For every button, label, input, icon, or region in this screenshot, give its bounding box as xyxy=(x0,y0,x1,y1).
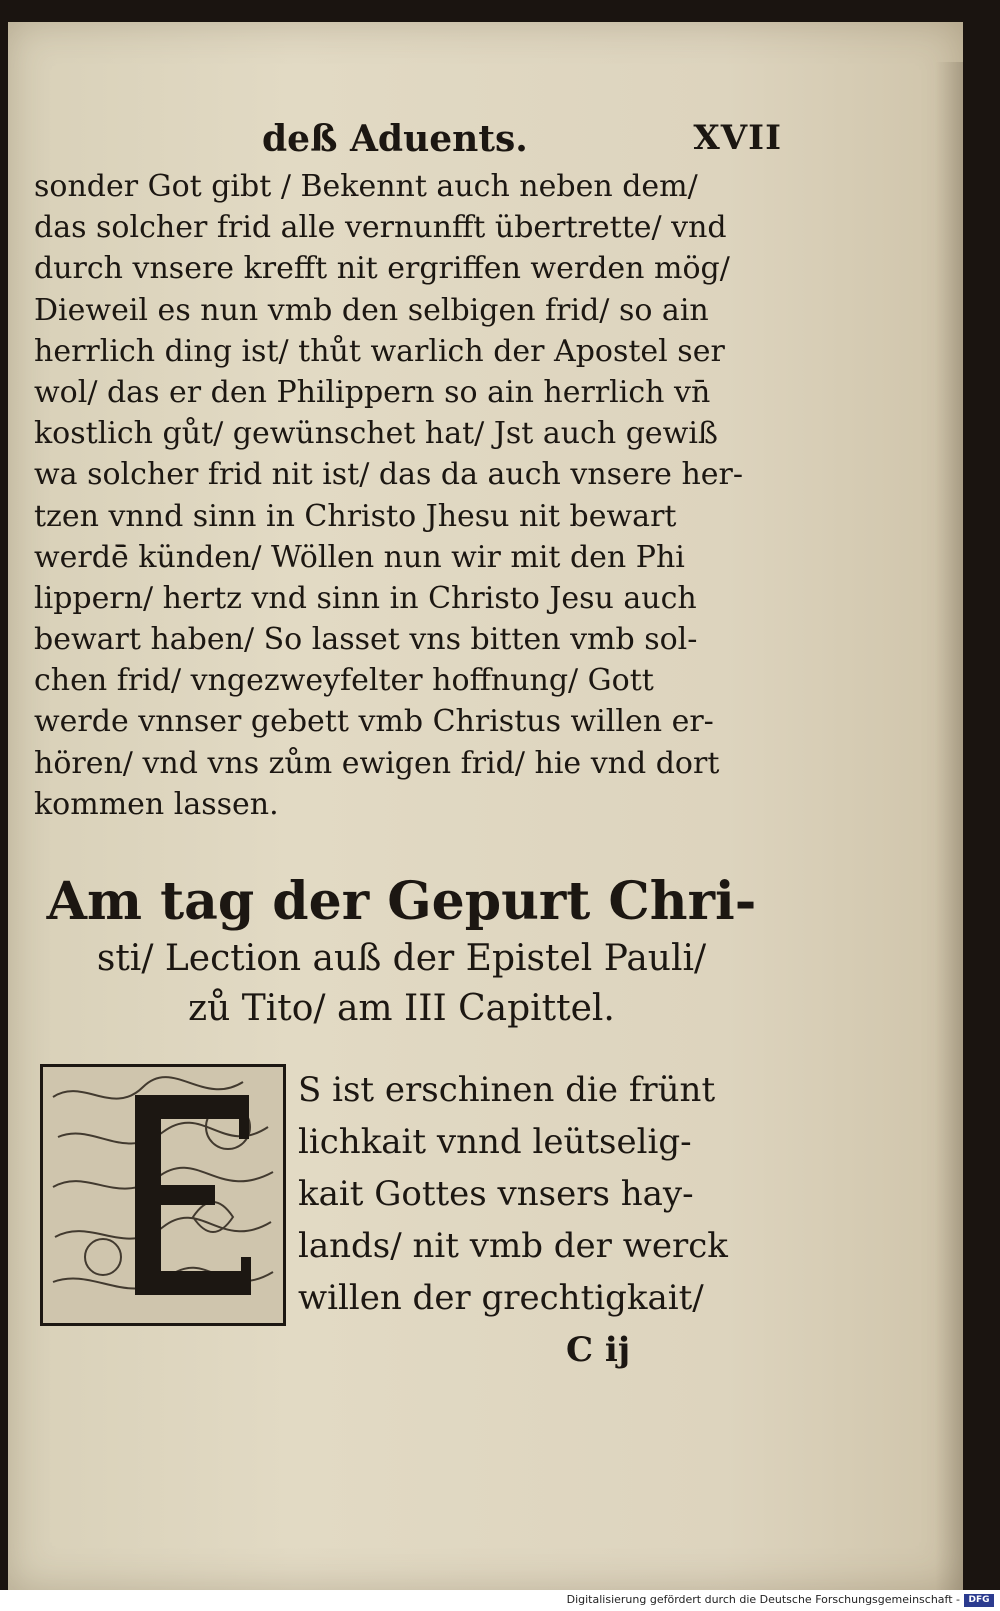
body-line: tzen vnnd sinn in Christo Jhesu nit bewart xyxy=(34,498,677,534)
body-line: durch vnsere krefft nit ergriffen werden mög/ xyxy=(34,251,730,287)
body-line: hören/ vnd vns zům ewigen frid/ hie vnd dort xyxy=(34,745,720,781)
running-head: deß Aduents. xyxy=(262,118,528,160)
lower-line: kait Gottes vnsers hay- xyxy=(298,1174,694,1214)
body-line: das solcher frid alle vernunfft übertrette/ vnd xyxy=(34,210,727,246)
heading-line-3: zů Tito/ am III Capittel. xyxy=(188,988,615,1029)
lower-line: lichkait vnnd leütselig- xyxy=(298,1122,692,1162)
lower-line: lands/ nit vmb der werck xyxy=(298,1226,728,1266)
body-line: chen frid/ vngezweyfelter hoffnung/ Gott xyxy=(34,663,654,699)
lower-line: S ist erschinen die frünt xyxy=(298,1070,716,1110)
heading-line-2: sti/ Lection auß der Epistel Pauli/ xyxy=(96,938,707,979)
body-text-block xyxy=(34,166,769,825)
section-heading xyxy=(34,870,769,1034)
body-line: lippern/ hertz vnd sinn in Christo Jesu auch xyxy=(34,580,697,616)
signature-mark: C ij xyxy=(566,1330,631,1370)
dfg-logo-icon[interactable]: DFG xyxy=(964,1594,994,1607)
body-line: kommen lassen. xyxy=(34,786,279,822)
body-line: werdē̄ künden/ Wöllen nun wir mit den Phi xyxy=(34,539,685,575)
page-header xyxy=(262,118,782,164)
body-line: bewart haben/ So lasset vns bitten vmb sol- xyxy=(34,622,698,658)
body-line: werde vnnser gebett vmb Christus willen er- xyxy=(34,704,714,740)
lower-line: willen der grechtigkait/ xyxy=(298,1278,704,1318)
folio-number: XVII xyxy=(693,118,782,158)
body-line: herrlich ding ist/ thůt warlich der Apostel ser xyxy=(34,333,725,369)
body-line: wa solcher frid nit ist/ das da auch vnsere her- xyxy=(34,457,743,493)
lower-text-block xyxy=(298,1064,768,1324)
body-line: sonder Got gibt / Bekennt auch neben dem/ xyxy=(34,169,698,204)
body-line: kostlich gůt/ gewünschet hat/ Jst auch gewiß xyxy=(34,416,718,452)
body-line: Dieweil es nun vmb den selbigen frid/ so ain xyxy=(34,292,709,328)
decorated-initial-icon xyxy=(40,1064,286,1326)
footer-credit: Digitalisierung gefördert durch die Deutsche Forschungsgemeinschaft - xyxy=(566,1593,960,1606)
body-line: wol/ das er den Philippern so ain herrlich vn̄ xyxy=(34,374,711,410)
footer-bar xyxy=(0,1590,1000,1611)
heading-line-1: Am tag der Gepurt Chri- xyxy=(46,871,757,932)
page-edge-shadow xyxy=(935,62,963,1590)
